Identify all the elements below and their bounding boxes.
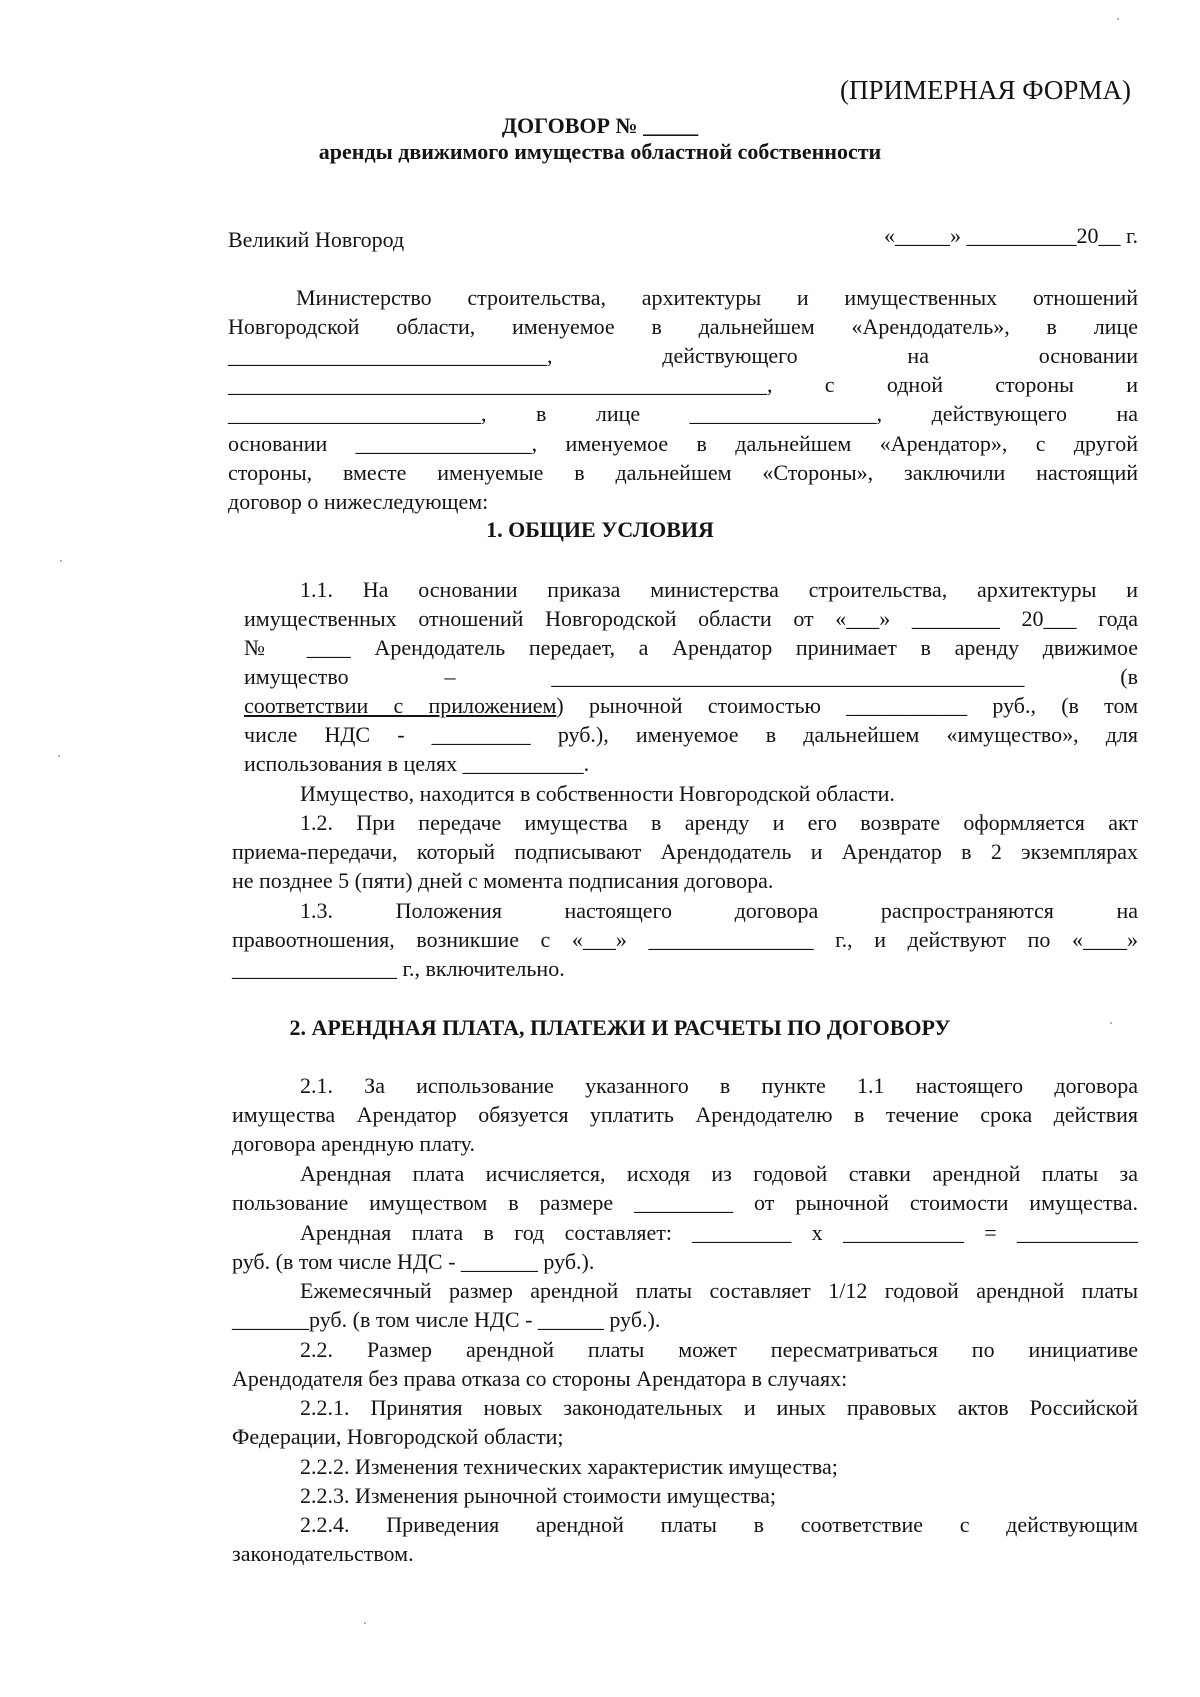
underlined-phrase: соответствии с приложением [244, 693, 557, 718]
rent-month-line: _______руб. (в том числе НДС - ______ руб.). [232, 1307, 661, 1332]
section-1-heading: 1. ОБЩИЕ УСЛОВИЯ [486, 517, 714, 542]
clause-2-2-2: 2.2.2. Изменения технических характеристик имущества; [300, 1454, 838, 1479]
preamble-line: _____________________________, действующего на основании [228, 343, 1138, 368]
clause-1-1-line: числе НДС - _________ руб.), именуемое в дальнейшем «имущество», для [244, 722, 1138, 747]
clause-1-1-line: 1.1. На основании приказа министерства строительства, архитектуры и [300, 577, 1138, 602]
city-name: Великий Новгород [228, 227, 405, 252]
clause-1-3-line: _______________ г., включительно. [232, 956, 565, 981]
clause-2-2-1-line: Федерации, Новгородской области; [232, 1424, 564, 1449]
form-label: (ПРИМЕРНАЯ ФОРМА) [840, 75, 1131, 105]
clause-2-1-line: имущества Арендатор обязуется уплатить Арендодателю в течение срока действия [232, 1102, 1138, 1127]
rent-year-line: руб. (в том числе НДС - _______ руб.). [232, 1249, 595, 1274]
contract-date: «_____» __________20__ г. [883, 223, 1138, 248]
clause-1-2-line: приема-передачи, который подписывают Арендодатель и Арендатор в 2 экземплярах [232, 839, 1138, 864]
preamble-line: основании ________________, именуемое в дальнейшем «Арендатор», с другой [228, 431, 1138, 456]
clause-2-2-line: Арендодателя без права отказа со стороны Арендатора в случаях: [232, 1366, 848, 1391]
clause-1-1-line: соответствии с приложением) рыночной стоимостью ___________ руб., (в том [244, 693, 1138, 718]
clause-2-2-4-line: 2.2.4. Приведения арендной платы в соответствие с действующим [300, 1512, 1138, 1537]
document-title: ДОГОВОР № _____ [501, 113, 699, 138]
rent-calc-line: Арендная плата исчисляется, исходя из годовой ставки арендной платы за [300, 1161, 1138, 1186]
preamble-line: Новгородской области, именуемое в дальнейшем «Арендодатель», в лице [228, 314, 1138, 339]
preamble-line: _______________________, в лице _________________, действующего на [228, 401, 1138, 426]
clause-1-1-line: использования в целях ___________. [244, 751, 590, 776]
rent-calc-line: пользование имуществом в размере _________ от рыночной стоимости имущества. [232, 1190, 1138, 1215]
clause-2-2-line: 2.2. Размер арендной платы может пересматриваться по инициативе [300, 1337, 1138, 1362]
preamble-line: _________________________________________________, с одной стороны и [228, 372, 1138, 397]
clause-2-1-line: договора арендную плату. [232, 1131, 475, 1156]
rent-month-line: Ежемесячный размер арендной платы составляет 1/12 годовой арендной платы [300, 1278, 1138, 1303]
clause-1-3-line: 1.3. Положения настоящего договора распространяются на [300, 898, 1138, 923]
clause-1-2-line: 1.2. При передаче имущества в аренду и его возврате оформляется акт [300, 810, 1138, 835]
clause-2-2-1-line: 2.2.1. Принятия новых законодательных и иных правовых актов Российской [300, 1395, 1138, 1420]
clause-1-2-line: не позднее 5 (пяти) дней с момента подписания договора. [232, 868, 774, 893]
preamble-line: Министерство строительства, архитектуры и имущественных отношений [296, 285, 1138, 310]
rent-year-line: Арендная плата в год составляет: _________ х ___________ = ___________ [300, 1220, 1138, 1245]
clause-2-2-3: 2.2.3. Изменения рыночной стоимости имущества; [300, 1483, 777, 1508]
clause-2-2-4-line: законодательством. [232, 1541, 414, 1566]
preamble-line: стороны, вместе именуемые в дальнейшем «Стороны», заключили настоящий [228, 460, 1138, 485]
preamble-line: договор о нижеследующем: [228, 489, 489, 514]
section-2-heading: 2. АРЕНДНАЯ ПЛАТА, ПЛАТЕЖИ И РАСЧЕТЫ ПО ДОГОВОРУ [289, 1015, 951, 1040]
clause-1-1-line: имущество – ___________________________________________ (в [244, 664, 1138, 689]
clause-1-1-line: имущественных отношений Новгородской области от «___» ________ 20___ года [244, 606, 1138, 631]
clause-2-1-line: 2.1. За использование указанного в пункте 1.1 настоящего договора [300, 1073, 1138, 1098]
ownership-statement: Имущество, находится в собственности Новгородской области. [300, 781, 895, 806]
clause-1-3-line: правоотношения, возникшие с «___» _______________ г., и действуют по «____» [232, 927, 1138, 952]
clause-1-1-line: № ____ Арендодатель передает, а Арендатор принимает в аренду движимое [244, 635, 1138, 660]
document-subtitle: аренды движимого имущества областной собственности [318, 139, 882, 164]
